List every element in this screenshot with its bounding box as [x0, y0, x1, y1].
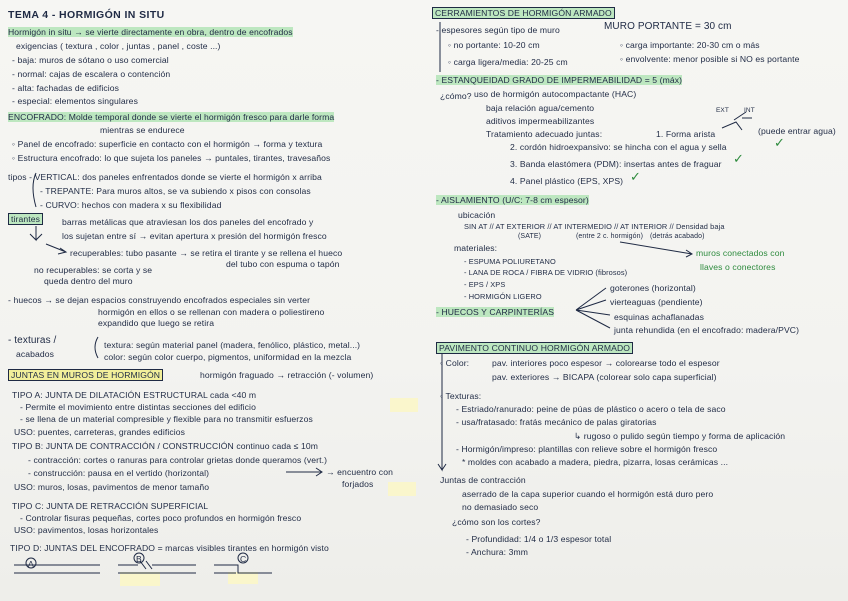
pavimento-heading: PAVIMENTO CONTINUO HORMIGÓN ARMADO: [436, 343, 633, 353]
juntas-line: USO: muros, losas, pavimentos de menor tamaño: [14, 482, 210, 492]
juntas-line: - se llena de un material compresible y flexible para no transmitir esfuerzos: [20, 414, 313, 424]
ext-label: EXT: [716, 107, 729, 114]
highlight-mark: [120, 572, 160, 586]
encofrado-definition: ENCOFRADO: Molde temporal donde se vierte el hormigón fresco para darle forma: [8, 112, 335, 122]
tipos-line: - CURVO: hechos con madera x su flexibilidad: [40, 200, 222, 210]
check-mark: ✓: [774, 135, 785, 150]
tirantes-label: tirantes: [8, 214, 43, 224]
aislamiento-line: (entre 2 c. hormigón): [576, 233, 644, 240]
highlight-mark: [390, 398, 418, 412]
juntas-line: - Permite el movimiento entre distintas secciones del edificio: [20, 402, 256, 412]
tipos-line: - TREPANTE: Para muros altos, se va subiendo x pisos con consolas: [40, 186, 311, 196]
diagram-label: A: [28, 559, 34, 569]
intro-line: - especial: elementos singulares: [12, 96, 138, 106]
cerramientos-line: ◦ carga ligera/media: 20-25 cm: [448, 57, 568, 67]
material-item: - LANA DE ROCA / FIBRA DE VIDRIO (fibrosos): [464, 268, 628, 277]
juntas-line: hormigón fraguado → retracción (- volumen): [200, 370, 374, 380]
estanqueidad-line: (puede entrar agua): [758, 126, 836, 136]
pavimento-line: - Anchura: 3mm: [466, 547, 529, 557]
int-label: INT: [744, 107, 755, 114]
pavimento-line: - Profundidad: 1/4 o 1/3 espesor total: [466, 534, 612, 544]
huecos-item: junta rehundida (en el encofrado: madera/PVC): [614, 325, 800, 335]
pavimento-line: - Hormigón/impreso: plantillas con relieve sobre el hormigón fresco: [456, 444, 718, 454]
estanqueidad-line: 4. Panel plástico (EPS, XPS): [510, 176, 624, 186]
aislamiento-line: materiales:: [454, 243, 498, 253]
tipo-b-heading: TIPO B: JUNTA DE CONTRACCIÓN / CONSTRUCCIÓN continuo cada ≤ 10m: [12, 441, 318, 451]
pavimento-line: ↳ rugoso o pulido según tiempo y forma de aplicación: [574, 431, 786, 441]
intro-line: Hormigón in situ → se vierte directamente en obra, dentro de encofrados: [8, 27, 293, 37]
texturas-label: - texturas /: [8, 335, 57, 346]
huecos-line: expandido que luego se retira: [98, 318, 215, 328]
check-mark: ✓: [630, 169, 641, 184]
pavimento-line: - usa/fratasado: fratás mecánico de palas giratorias: [456, 417, 657, 427]
intro-line: - alta: fachadas de edificios: [12, 83, 120, 93]
aislamiento-note: llaves o conectores: [700, 262, 776, 272]
tipo-d-heading: TIPO D: JUNTAS DEL ENCOFRADO = marcas visibles tirantes en hormigón visto: [10, 543, 329, 553]
aislamiento-note: muros conectados con: [696, 248, 785, 258]
tipo-a-heading: TIPO A: JUNTA DE DILATACIÓN ESTRUCTURAL cada <40 m: [12, 390, 257, 400]
juntas-line: USO: pavimentos, losas horizontales: [14, 525, 159, 535]
juntas-line: - contracción: cortes o ranuras para controlar grietas donde queramos (vert.): [28, 455, 328, 465]
material-item: - HORMIGÓN LIGERO: [464, 292, 542, 301]
estanqueidad-line: uso de hormigón autocompactante (HAC): [474, 89, 637, 99]
aislamiento-line: (SATE): [518, 233, 542, 240]
estanqueidad-line: baja relación agua/cemento: [486, 103, 595, 113]
encofrado-line: mientras se endurece: [100, 125, 185, 135]
encofrado-line: ◦ Panel de encofrado: superficie en contacto con el hormigón → forma y textura: [12, 139, 323, 149]
pavimento-line: ◦ Texturas:: [440, 391, 482, 401]
huecos-item: vierteaguas (pendiente): [610, 297, 703, 307]
encofrado-line: ◦ Estructura encofrado: lo que sujeta los paneles → puntales, tirantes, travesaños: [12, 153, 331, 163]
tipos-line: tipos - VERTICAL: dos paneles enfrentados donde se vierte el hormigón x arriba: [8, 172, 322, 182]
highlight-mark: [388, 482, 416, 496]
estanqueidad-line: 2. cordón hidroexpansivo: se hincha con el agua y sella: [510, 142, 727, 152]
estanqueidad-line: aditivos impermeabilizantes: [486, 116, 595, 126]
muro-portante: MURO PORTANTE = 30 cm: [604, 21, 732, 32]
material-item: - EPS / XPS: [464, 280, 506, 289]
pavimento-line: pav. exteriores → BICAPA (colorear solo capa superficial): [492, 372, 717, 382]
tirantes-line: recuperables: tubo pasante → se retira el tirante y se rellena el hueco: [70, 248, 343, 258]
tipo-c-heading: TIPO C: JUNTA DE RETRACCIÓN SUPERFICIAL: [12, 501, 209, 511]
texturas-line: color: según color cuerpo, pigmentos, uniformidad en la mezcla: [104, 352, 352, 362]
estanqueidad-line: 3. Banda elastómera (PDM): insertas antes de fraguar: [510, 159, 722, 169]
tirantes-line: los sujetan entre sí → evitan apertura x presión del hormigón fresco: [62, 231, 327, 241]
huecos-item: esquinas achaflanadas: [614, 312, 705, 322]
cerramientos-line: - espesores según tipo de muro: [436, 25, 560, 35]
intro-line: - normal: cajas de escalera o contención: [12, 69, 171, 79]
page-title: TEMA 4 - HORMIGÓN IN SITU: [8, 9, 165, 21]
juntas-line: forjados: [342, 479, 374, 489]
texturas-line: textura: según material panel (madera, fenólico, plástico, metal...): [104, 340, 361, 350]
pavimento-line: ◦ Color:: [440, 358, 470, 368]
tirantes-line: del tubo con espuma o tapón: [226, 259, 340, 269]
aislamiento-line: ubicación: [458, 210, 496, 220]
pavimento-line: ¿cómo son los cortes?: [452, 517, 541, 527]
cerramientos-line: ◦ no portante: 10-20 cm: [448, 40, 540, 50]
tirantes-line: queda dentro del muro: [44, 276, 133, 286]
tirantes-line: no recuperables: se corta y se: [34, 265, 153, 275]
intro-line: - baja: muros de sótano o uso comercial: [12, 55, 169, 65]
huecos-heading: - HUECOS Y CARPINTERÍAS: [436, 307, 555, 317]
tirantes-line: barras metálicas que atraviesan los dos paneles del encofrado y: [62, 217, 314, 227]
aislamiento-heading: - AISLAMIENTO (U/C: 7-8 cm espesor): [436, 195, 589, 205]
aislamiento-line: (detrás acabado): [650, 233, 705, 240]
pavimento-line: - Estriado/ranurado: peine de púas de plástico o acero o tela de saco: [456, 404, 726, 414]
pavimento-line: Juntas de contracción: [440, 475, 526, 485]
diagram-label: B: [136, 554, 142, 564]
estanqueidad-line: 1. Forma arista: [656, 129, 716, 139]
estanqueidad-heading: - ESTANQUEIDAD GRADO DE IMPERMEABILIDAD = 5 (máx): [436, 75, 683, 85]
juntas-heading: JUNTAS EN MUROS DE HORMIGÓN: [8, 370, 163, 380]
texturas-label: acabados: [16, 349, 55, 359]
check-mark: ✓: [733, 151, 744, 166]
highlight-mark: [228, 572, 258, 584]
pavimento-line: no demasiado seco: [462, 502, 539, 512]
cerramientos-line: ◦ envolvente: menor posible si NO es portante: [620, 54, 800, 64]
aislamiento-line: SIN AT // AT EXTERIOR // AT INTERMEDIO // AT INTERIOR // Densidad baja: [464, 222, 725, 231]
juntas-line: - Controlar fisuras pequeñas, cortes poco profundos en hormigón fresco: [20, 513, 302, 523]
huecos-item: goterones (horizontal): [610, 283, 696, 293]
cerramientos-heading: CERRAMIENTOS DE HORMIGÓN ARMADO: [432, 8, 615, 18]
pavimento-line: aserrado de la capa superior cuando el hormigón está duro pero: [462, 489, 714, 499]
estanqueidad-line: ¿cómo?: [440, 91, 472, 101]
juntas-line: USO: puentes, carreteras, grandes edificios: [14, 427, 186, 437]
huecos-line: hormigón en ellos o se rellenan con madera o poliestireno: [98, 307, 325, 317]
cerramientos-line: ◦ carga importante: 20-30 cm o más: [620, 40, 760, 50]
huecos-line: - huecos → se dejan espacios construyendo encofrados especiales sin verter: [8, 295, 311, 305]
juntas-line: → encuentro con: [326, 467, 393, 477]
pavimento-line: * moldes con acabado a madera, piedra, pizarra, losas cerámicas ...: [462, 457, 729, 467]
diagram-label: C: [240, 554, 247, 564]
pavimento-line: pav. interiores poco espesor → colorearse todo el espesor: [492, 358, 720, 368]
intro-line: exigencias ( textura , color , juntas , panel , coste ...): [16, 41, 221, 51]
material-item: - ESPUMA POLIURETANO: [464, 257, 556, 266]
estanqueidad-line: Tratamiento adecuado juntas:: [486, 129, 603, 139]
juntas-line: - construcción: pausa en el vertido (horizontal): [28, 468, 210, 478]
